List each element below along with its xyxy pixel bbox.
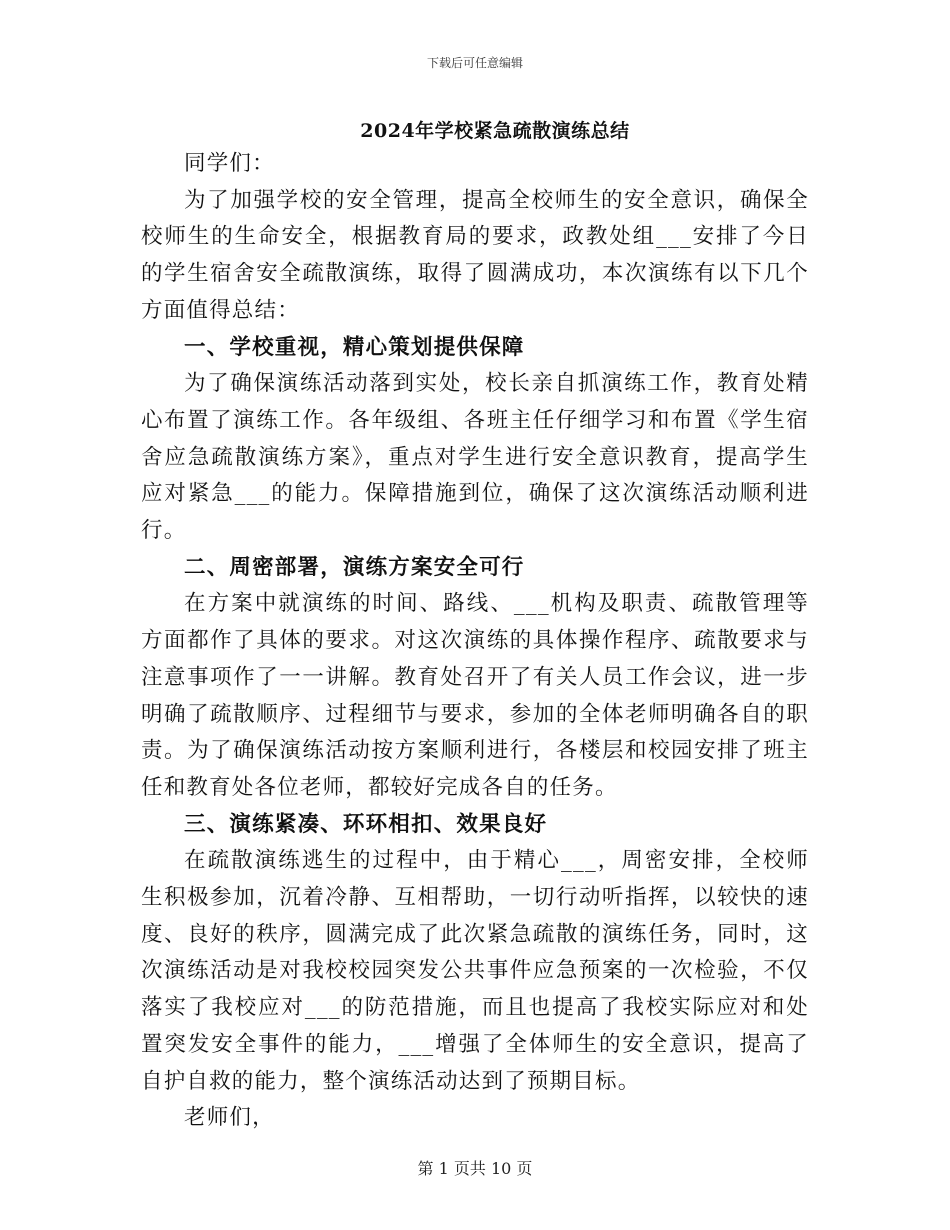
- closing-salutation: 老师们，: [184, 1105, 275, 1131]
- header-note: 下载后可任意编辑: [426, 56, 523, 70]
- section-heading-1: 一、学校重视，精心策划提供保障: [184, 334, 525, 360]
- intro-paragraph: 为了加强学校的安全管理，提高全校师生的安全意识，确保全校师生的生命安全，根据教育局的要求，政教处组___安排了今日的学生宿舍安全疏散演练，取得了圆满成功，本次演练有以下几个方面值得总结：: [141, 187, 809, 323]
- salutation: 同学们：: [184, 151, 275, 176]
- section-paragraph-1: 为了确保演练活动落到实处，校长亲自抓演练工作，教育处精心布置了演练工作。各年级组、各班主任仔细学习和布置《学生宿舍应急疏散演练方案》，重点对学生进行安全意识教育，提高学生应对紧急___的能力。保障措施到位，确保了这次演练活动顺利进行。: [141, 371, 809, 544]
- section-heading-3: 三、演练紧凑、环环相扣、效果良好: [184, 811, 548, 837]
- section-heading-2: 二、周密部署，演练方案安全可行: [184, 554, 525, 580]
- document-title: 2024年学校紧急疏散演练总结: [360, 120, 630, 142]
- page-number: 第 1 页共 10 页: [417, 1159, 533, 1178]
- section-paragraph-2: 在方案中就演练的时间、路线、___机构及职责、疏散管理等方面都作了具体的要求。对这次演练的具体操作程序、疏散要求与注意事项作了一一讲解。教育处召开了有关人员工作会议，进一步明确了疏散顺序、过程细节与要求，参加的全体老师明确各自的职责。为了确保演练活动按方案顺利进行，各楼层和校园安排了班主任和教育处各位老师，都较好完成各自的任务。: [141, 591, 809, 800]
- section-paragraph-3: 在疏散演练逃生的过程中，由于精心___，周密安排，全校师生积极参加，沉着冷静、互相帮助，一切行动听指挥，以较快的速度、良好的秩序，圆满完成了此次紧急疏散的演练任务，同时，这次演练活动是对我校校园突发公共事件应急预案的一次检验，不仅落实了我校应对___的防范措施，而且也提高了我校实际应对和处置突发安全事件的能力，___增强了全体师生的安全意识，提高了自护自救的能力，整个演练活动达到了预期目标。: [141, 848, 809, 1094]
- document-body: [141, 146, 809, 1137]
